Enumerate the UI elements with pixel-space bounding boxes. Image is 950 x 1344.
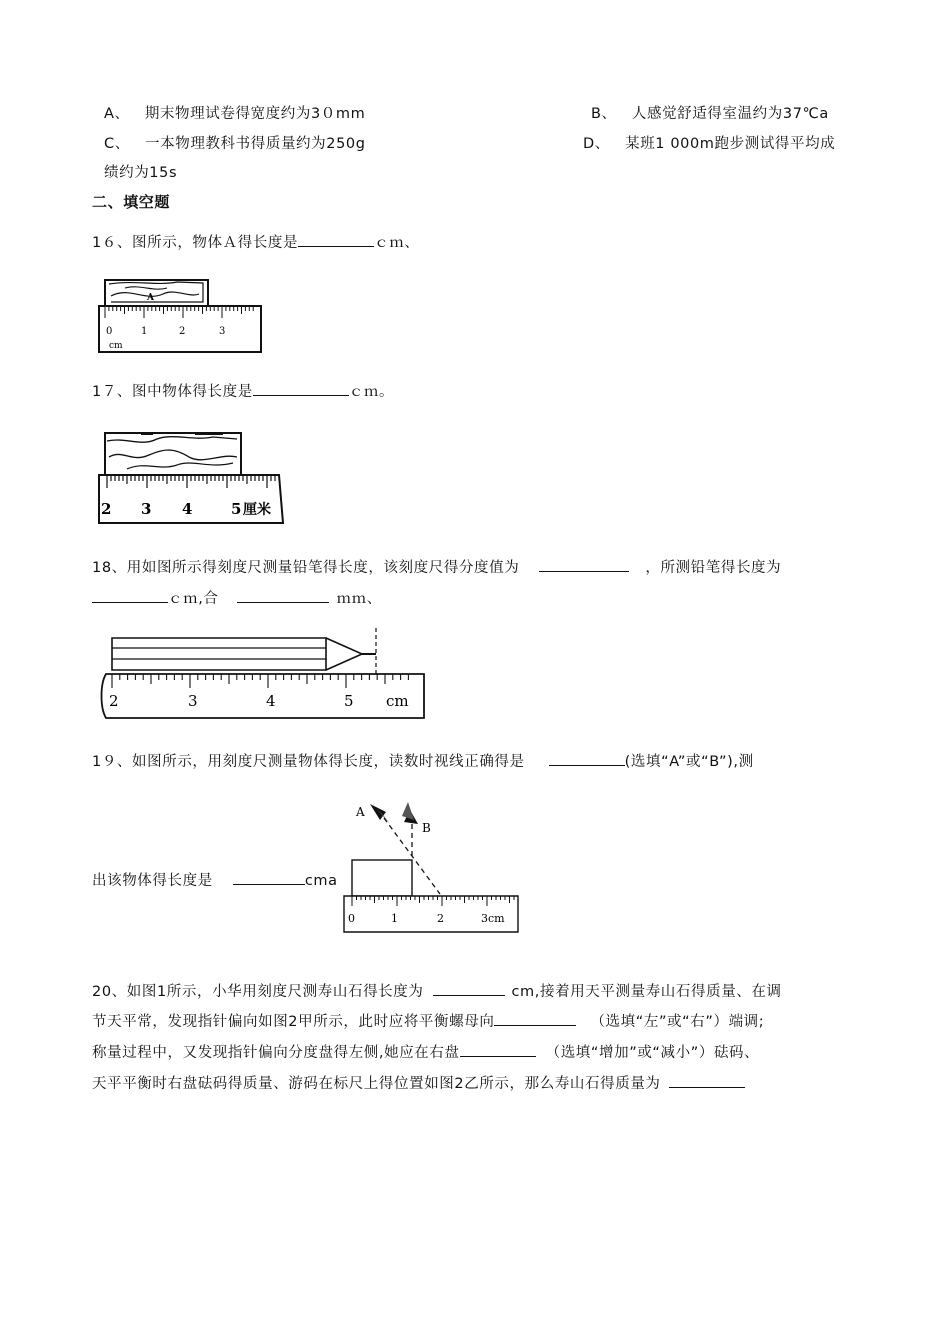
q19-tick-label: 2 [437,912,444,925]
q19-length-blank[interactable] [233,870,305,885]
question-20-line2 [92,1011,764,1032]
q18-length-mm-blank[interactable] [237,588,329,603]
q20-text-1: 20、如图1所示，小华用刻度尺测寿山石得长度为 [92,984,424,1000]
q18-text-mm: ｍｍ、 [336,591,382,607]
question-19-line1 [92,751,754,772]
q20-text-1b: cm,接着用天平测量寿山石得质量、在调 [511,984,782,1000]
q17-text: 1７、图中物体得长度是 [92,384,253,400]
q20-length-blank[interactable] [433,981,505,996]
q18-unit-label: cm [386,692,409,710]
question-20-line4 [92,1073,745,1094]
q17-tick-label: 5 [231,500,242,518]
choice-a [104,104,365,124]
q19-text: 1９、如图所示，用刻度尺测量物体得长度，读数时视线正确得是 [92,754,525,770]
q16-tick-label: 1 [141,326,148,337]
figure-q17-ruler [97,427,287,525]
q16-tick-label: 0 [106,326,113,337]
question-20-line1 [92,981,782,1002]
choice-d [583,134,835,154]
choice-a-text: 期末物理试卷得宽度约为3０mm [144,106,366,122]
q20-text-3: 称量过程中，又发现指针偏向分度盘得左侧,她应在右盘 [92,1045,460,1061]
choice-b-text: 人感觉舒适得室温约为37℃a [631,106,829,122]
q16-text: 1６、图所示，物体Ａ得长度是 [92,235,299,251]
q17-unit: ｃｍ。 [348,384,395,400]
q19-text-length: 出该物体得长度是 [92,873,213,889]
q19-sightline-blank[interactable] [549,751,625,766]
q18-division-blank[interactable] [539,557,629,572]
q19-tick-label: 1 [391,912,398,925]
choice-d-text: 某班1 000m跑步测试得平均成 [625,136,836,152]
q18-tick-label: 3 [188,692,198,710]
choice-d-continuation: 绩约为15s [104,165,178,181]
q20-text-2: 节天平常，发现指针偏向如图2甲所示，此时应将平衡螺母向 [92,1014,495,1030]
figure-q19-sightline [340,798,522,936]
question-18-line1 [92,557,781,578]
section-title: 二、填空题 [92,193,171,211]
q20-mass-blank[interactable] [669,1073,745,1088]
question-17 [92,381,394,402]
q18-text-cm: ｃｍ,合 [168,591,219,607]
q19-label-a: A [356,805,365,819]
q16-answer-blank[interactable] [298,232,374,247]
q20-text-3b: （选填“增加”或“减小”）砝码、 [545,1045,760,1061]
question-16 [92,232,419,253]
q20-text-4: 天平平衡时右盘砝码得质量、游码在标尺上得位置如图2乙所示，那么寿山石得质量为 [92,1076,661,1092]
choice-b [591,104,829,124]
q20-text-2b: （选填“左”或“右”）端调; [590,1014,765,1030]
q18-tick-label: 2 [109,692,119,710]
q17-unit-label: 厘米 [243,502,271,518]
eye-icon [402,802,414,820]
q19-tick-label: 0 [348,912,355,925]
q17-tick-label: 2 [101,500,112,518]
figure-q16-ruler [95,272,265,356]
figure-q18-pencil-ruler [100,624,430,720]
choice-c [104,134,366,154]
choice-b-label: B、 [591,106,617,122]
eye-icon [370,804,386,820]
q18-text: 18、用如图所示得刻度尺测量铅笔得长度，该刻度尺得分度值为 [92,560,520,576]
q19-text-choice: (选填“A”或“B”),测 [624,754,754,770]
choice-c-text: 一本物理教科书得质量约为250g [145,136,366,152]
choice-d-label: D、 [583,136,610,152]
q18-tick-label: 4 [266,692,276,710]
choice-a-label: A、 [104,106,130,122]
q19-tick-label: 3cm [481,912,505,925]
q17-tick-label: 4 [182,500,193,518]
q16-unit-label: cm [109,341,123,351]
q19-unit: cma [304,873,338,889]
q16-object-label: A [147,293,154,303]
question-18-line2 [92,588,382,609]
q18-text-mid: ，所测铅笔得长度为 [645,560,782,576]
q20-weights-blank[interactable] [460,1042,536,1057]
question-20-line3 [92,1042,759,1063]
q17-tick-label: 3 [141,500,152,518]
q19-label-b: B [422,821,431,835]
q17-answer-blank[interactable] [253,381,349,396]
question-19-line2 [92,870,338,891]
q16-tick-label: 2 [179,326,186,337]
q16-unit: ｃｍ、 [374,235,420,251]
q18-length-cm-blank[interactable] [92,588,168,603]
q18-tick-label: 5 [344,692,354,710]
choice-c-label: C、 [104,136,130,152]
q20-direction-blank[interactable] [494,1011,576,1026]
q16-tick-label: 3 [219,326,226,337]
